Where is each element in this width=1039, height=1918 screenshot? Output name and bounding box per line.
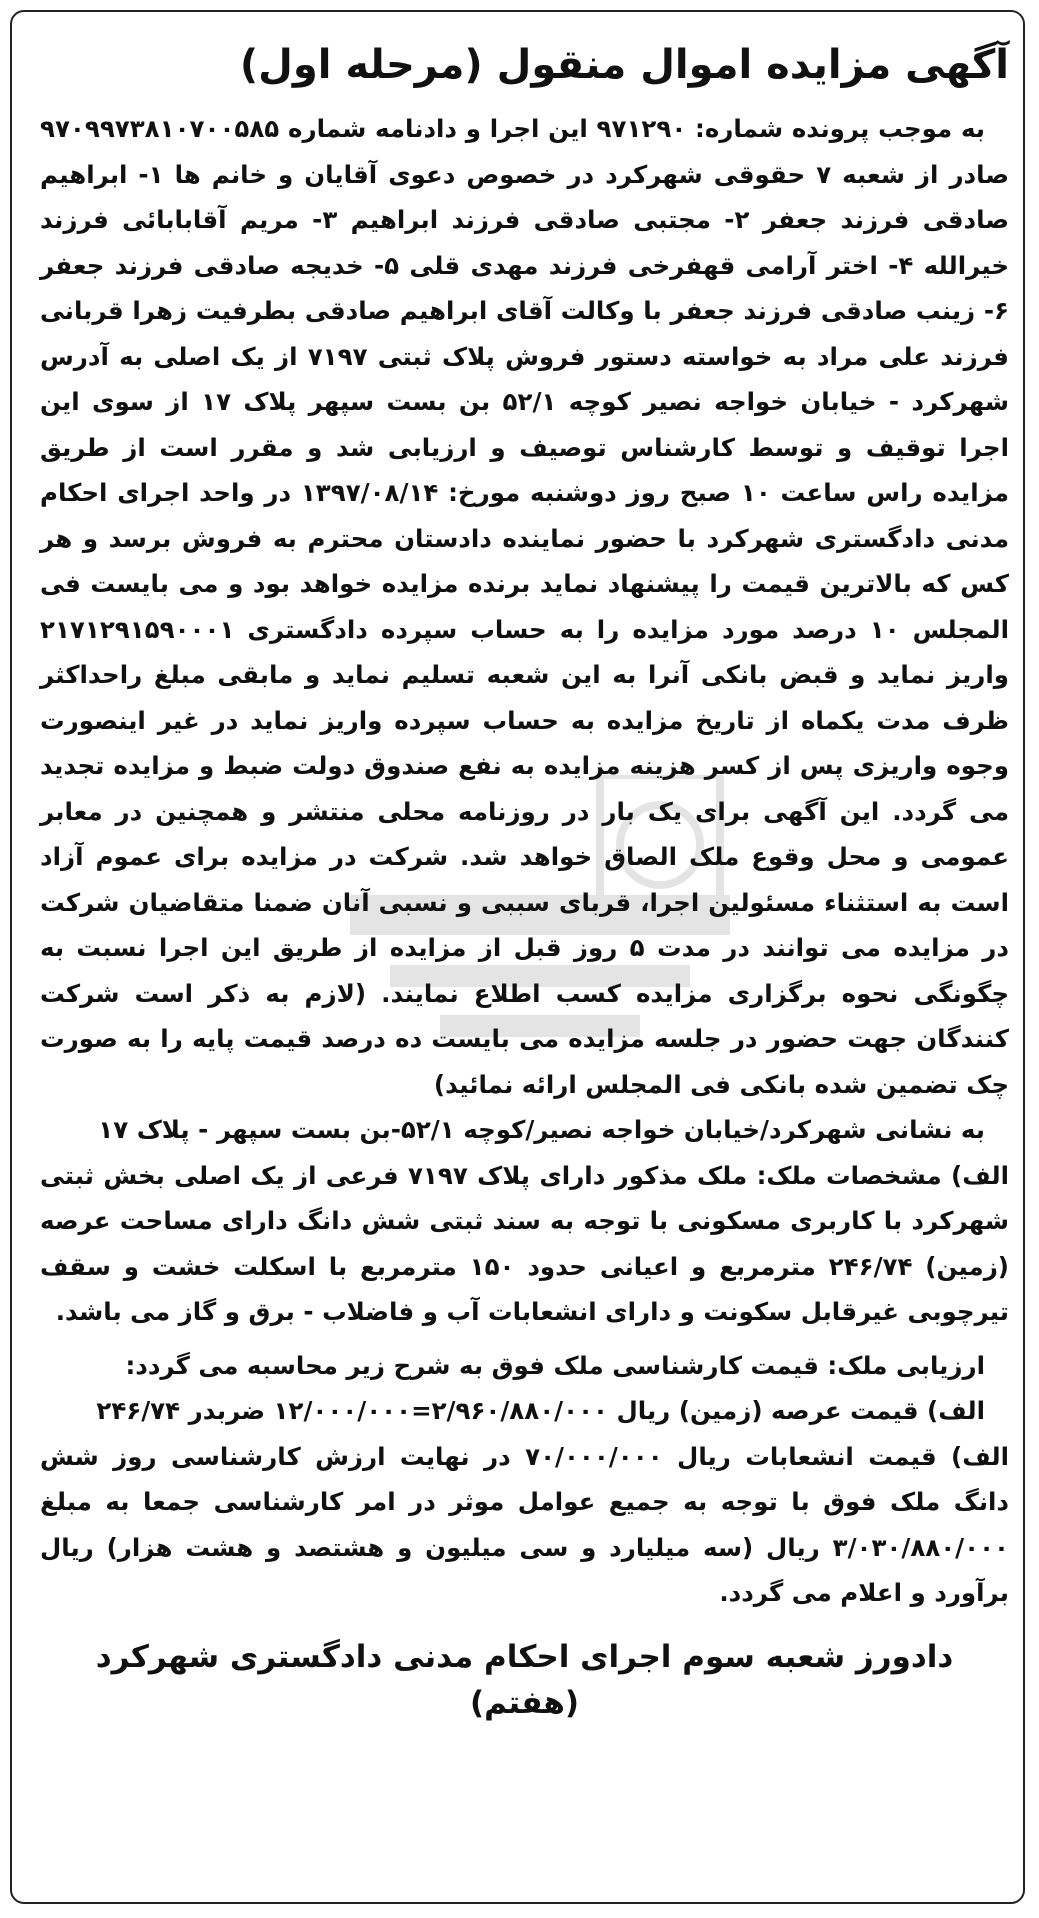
valuation-land: الف) قیمت عرصه (زمین) ریال ۲/۹۶۰/۸۸۰/۰۰۰=۱۲/۰۰۰/۰۰۰ ضربدر ۲۴۶/۷۴: [96, 1396, 985, 1425]
valuation-total: الف) قیمت انشعابات ریال ۷۰/۰۰۰/۰۰۰ در نهایت ارزش کارشناسی روز شش دانگ ملک فوق با توجه به جمیع عوامل موثر در امر کارشناسی جمعا به مبلغ ۳/۰۳۰/۸۸۰/۰۰۰ ریال (سه میلیارد و سی میلیون و هشتصد و هشت هزار) ریال برآورد و اعلام می گردد.: [40, 1441, 1009, 1607]
notice-signature: دادورز شعبه سوم اجرای احکام مدنی دادگستری شهرکرد (هفتم): [95, 1638, 954, 1721]
notice-main-paragraph: به موجب پرونده شماره: ۹۷۱۲۹۰ این اجرا و دادنامه شماره ۹۷۰۹۹۷۳۸۱۰۷۰۰۵۸۵ صادر از شعبه ۷ حقوقی شهرکرد در خصوص دعوی آقایان و خانم ها ۱- ابراهیم صادقی فرزند جعفر ۲- مجتبی صادقی فرزند ابراهیم ۳- مریم آقابابائی فرزند خیرالله ۴- اختر آرامی قهفرخی فرزند مهدی قلی ۵- خدیجه صادقی فرزند جعفر ۶- زینب صادقی فرزند جعفر با وکالت آقای ابراهیم صادقی بطرفیت زهرا قربانی فرزند علی مراد به خواسته دستور فروش پلاک ثبتی ۷۱۹۷ از یک اصلی به آدرس شهرکرد - خیابان خواجه نصیر کوچه ۵۲/۱ بن بست سپهر پلاک ۱۷ از سوی این اجرا توقیف و توسط کارشناس توصیف و ارزیابی شد و مقرر است از طریق مزایده راس ساعت ۱۰ صبح روز دوشنبه مورخ: ۱۳۹۷/۰۸/۱۴ در واحد اجرای احکام مدنی دادگستری شهرکرد با حضور نماینده دادستان محترم به فروش برسد و هر کس که بالاترین قیمت را پیشنهاد نماید برنده مزایده خواهد بود و می بایست فی المجلس ۱۰ درصد مورد مزایده را به حساب سپرده دادگستری ۲۱۷۱۲۹۱۵۹۰۰۰۱ واریز نماید و قبض بانکی آنرا به این شعبه تسلیم نماید و مابقی مبلغ راحداکثر ظرف مدت یکماه از تاریخ مزایده به حساب سپرده واریز نماید در غیر اینصورت وجوه واریزی پس از کسر هزینه مزایده به نفع صندوق دولت ضبط و مزایده تجدید می گردد. این آگهی برای یک بار در روزنامه محلی منتشر و همچنین در معابر عمومی و محل وقوع ملک الصاق خواهد شد. شرکت در مزایده برای عموم آزاد است به استثناء مسئولین اجرا، قربای سببی و نسبی آنان ضمنا متقاضیان شرکت در مزایده می توانند در مدت ۵ روز قبل از مزایده از طریق این اجرا نسبت به چگونگی نحوه برگزاری مزایده کسب اطلاع نمایند. (لازم به ذکر است شرکت کنندگان جهت حضور در جلسه مزایده می بایست ده درصد قیمت پایه را به صورت چک تضمین شده بانکی فی المجلس ارائه نمائید): [40, 114, 1010, 1099]
notice-address: به نشانی شهرکرد/خیابان خواجه نصیر/کوچه ۵۲/۱-بن بست سپهر - پلاک ۱۷: [98, 1115, 985, 1144]
notice-content: [40, 38, 1009, 1726]
property-specs: الف) مشخصات ملک: ملک مذکور دارای پلاک ۷۱۹۷ فرعی از یک اصلی بخش ثبتی شهرکرد با کاربری مسکونی با توجه به سند ثبتی شش دانگ دارای مساحت عرصه (زمین) ۲۴۶/۷۴ مترمربع و اعیانی حدود ۱۵۰ مترمربع با اسکلت خشت و سقف تیرچوبی غیرقابل سکونت و دارای انشعابات آب و فاضلاب - برق و گاز می باشد.: [40, 1160, 1009, 1326]
valuation-intro: ارزیابی ملک: قیمت کارشناسی ملک فوق به شرح زیر محاسبه می گردد:: [125, 1350, 985, 1380]
notice-title: آگهی مزایده اموال منقول (مرحله اول): [239, 42, 1009, 88]
spacer: [40, 1335, 1009, 1343]
